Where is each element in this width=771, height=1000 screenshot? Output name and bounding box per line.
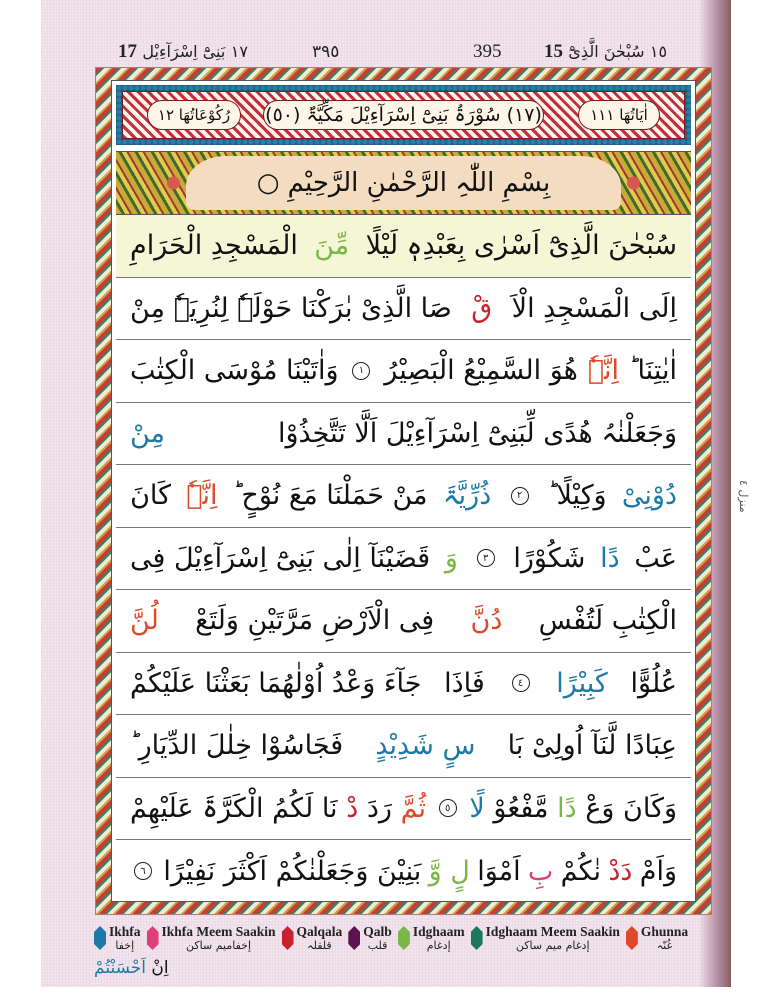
tajweed-ikhfa-word: لًا <box>469 792 485 824</box>
legend-english: Ghunna <box>640 924 689 939</box>
tajweed-idghaam-word: وَ <box>444 542 458 574</box>
page-number-arabic: ٣٩٥ <box>312 42 340 62</box>
tajweed-ghunna-word: اِنَّہٗ <box>587 355 620 387</box>
verse-line <box>116 653 691 716</box>
verse-text: اِلَی الْمَسْجِدِ الْاَ <box>511 292 677 324</box>
verse-line <box>116 715 691 778</box>
verse-text: سُبْحٰنَ الَّذِیْٓ اَسْرٰی بِعَبْدِہٖ لَیْلًا <box>365 230 677 262</box>
verse-text: شَکُوْرًا <box>513 542 586 574</box>
legend-arabic: قلقلہ <box>307 939 332 952</box>
ayah-end-marker-icon: ٥ <box>439 799 457 817</box>
page-number: 395 <box>473 41 502 62</box>
text-area <box>111 80 696 902</box>
verse-text: کَانَ <box>130 480 171 512</box>
legend-arabic: إخفا <box>115 939 135 952</box>
verse-line <box>116 840 691 903</box>
verse-text: عِبَادًا لَّنَآ اُولِیْ بَا <box>507 730 677 762</box>
verse-text: نَا لَکُمُ الْکَرَّۃَ عَلَیْھِمْ <box>130 792 338 824</box>
verse-line <box>116 278 691 341</box>
verse-text: وَکِیْلًا ؕ <box>547 480 607 512</box>
surah-header-ornament <box>122 91 685 139</box>
verse-text: مَنْ حَمَلْنَا مَعَ نُوْحٍ ؕ <box>232 480 428 512</box>
color-swatch-icon <box>348 926 360 950</box>
ayat-count: اٰیَاتُھَا ١١١ <box>578 100 660 130</box>
verse-text: عَبْ <box>634 542 677 574</box>
verse-text: الْمَسْجِدِ الْحَرَامِ <box>130 230 298 262</box>
tajweed-idghaam-word: مِّنَ <box>314 230 350 262</box>
legend-item <box>348 925 392 965</box>
decorative-border <box>95 67 712 915</box>
juz-name: سُبْحٰنَ الَّذِیْٓ <box>568 42 645 61</box>
ayah-end-marker-icon: ٤ <box>512 674 530 692</box>
verse-text: فِی الْاَرْضِ مَرَّتَیْنِ وَلَتَعْ <box>195 605 435 637</box>
legend-label <box>363 925 392 953</box>
surah-number: 17 <box>118 41 137 62</box>
legend-item <box>282 925 343 965</box>
legend-label <box>297 925 343 953</box>
verse-text: وَکَانَ وَعْ <box>585 792 677 824</box>
color-swatch-icon <box>626 926 638 950</box>
legend-item <box>471 925 620 965</box>
verse-text: فَجَاسُوْا خِلٰلَ الدِّیَارِ ؕ <box>130 730 344 762</box>
tajweed-ghunna-word: ثُمَّ <box>400 792 427 824</box>
header-juz <box>544 40 667 64</box>
tajweed-example <box>94 958 169 978</box>
legend-english: Ikhfa Meem Saakin <box>161 924 276 939</box>
legend-english: Qalqala <box>296 924 343 939</box>
ayah-end-marker-icon: ٣ <box>477 549 495 567</box>
legend-english: Ikhfa <box>109 924 141 939</box>
legend-arabic: قلب <box>367 939 388 952</box>
verse-text: قَضَیْنَآ اِلٰی بَنِیْٓ اِسْرَآءِیْلَ فِی <box>130 542 431 574</box>
color-swatch-icon <box>94 926 106 950</box>
verse-text: فَاِذَا <box>444 667 485 699</box>
verse-text: نٰکُمْ <box>560 855 602 887</box>
tajweed-ikhfa-word: ذُرِّیَّۃَ <box>442 480 492 512</box>
tajweed-ikhfa-word: دُوْنِیْ <box>621 480 677 512</box>
verse-line <box>116 340 691 403</box>
verse-line <box>116 778 691 841</box>
surah-header-box <box>116 85 691 145</box>
verse-text: اٰیٰتِنَا ؕ <box>628 355 677 387</box>
legend-item <box>398 925 465 965</box>
legend-label <box>413 925 465 953</box>
verse-text: اَمْوَا <box>477 855 521 887</box>
tajweed-ikhfa-word: دًا <box>600 542 620 574</box>
tajweed-qalqala-word: دْ <box>346 792 359 824</box>
verse-text: وَاَمْ <box>639 855 677 887</box>
header-surah <box>118 40 254 64</box>
surah-number-arabic: ١٧ <box>230 42 248 61</box>
example-prefix: اِنْ <box>151 958 169 978</box>
legend-label <box>109 925 141 953</box>
juz-number: 15 <box>544 41 563 62</box>
color-swatch-icon <box>282 926 294 950</box>
tajweed-ikhfa-word: مِنْ <box>130 417 166 449</box>
legend-english: Idghaam Meem Saakin <box>485 924 620 939</box>
ayah-end-marker-icon: ١ <box>352 362 370 380</box>
surah-title: (١٧) سُوْرَۃُ بَنِیْٓ اِسْرَآءِیْلَ مَکِّیَّۃٌ (٥٠) <box>263 100 544 130</box>
legend-arabic: إدغام <box>426 939 451 952</box>
verse-lines <box>116 215 691 897</box>
tajweed-ghunna-word: لُنَّ <box>130 605 159 637</box>
tajweed-idghaam-word: لٍ وَّ <box>428 855 470 887</box>
bismillah: بِسْمِ اللّٰہِ الرَّحْمٰنِ الرَّحِیْمِ ○ <box>186 156 621 210</box>
surah-name: بَنِیْٓ اِسْرَآءِیْل <box>142 42 226 61</box>
tajweed-idghaam-word: دًا <box>557 792 577 824</box>
verse-text: صَا الَّذِیْ بٰرَکْنَا حَوْلَہٗ لِنُرِیَہٗ مِنْ <box>130 292 452 324</box>
verse-text: بَنِیْنَ وَجَعَلْنٰکُمْ اَکْثَرَ نَفِیْرًا <box>163 855 422 887</box>
verse-text: عُلُوًّا <box>630 667 677 699</box>
tajweed-qalqala-word: قْ <box>471 292 493 324</box>
verse-line <box>116 215 691 278</box>
ayah-end-marker-icon: ٢ <box>511 487 529 505</box>
legend-arabic: غُنّہ <box>656 939 673 952</box>
tajweed-ghunna-word: اِنَّہٗ <box>186 480 218 512</box>
color-swatch-icon <box>398 926 410 950</box>
verse-line <box>116 403 691 466</box>
legend-arabic: إدغام ميم ساكن <box>515 939 590 952</box>
verse-text: جَآءَ وَعْدُ اُوْلٰھُمَا بَعَثْنَا عَلَیْکُمْ <box>130 667 422 699</box>
tajweed-ikhfa-meem-word: بِ <box>527 855 554 887</box>
example-colored: اَحْسَنْتُمْ <box>94 958 146 978</box>
legend-label <box>641 925 688 953</box>
juz-number-arabic: ١٥ <box>649 42 668 61</box>
verse-text: ھُوَ السَّمِیْعُ الْبَصِیْرُ <box>384 355 578 387</box>
verse-line <box>116 590 691 653</box>
legend-label <box>162 925 276 953</box>
color-swatch-icon <box>471 926 483 950</box>
legend-english: Qalb <box>363 924 392 939</box>
verse-line <box>116 465 691 528</box>
ruku-count: رُکُوْعَاتُھَا ١٢ <box>147 100 241 130</box>
bismillah-panel <box>116 151 691 215</box>
legend-english: Idghaam <box>412 924 465 939</box>
tajweed-qalqala-word: دَدْ <box>608 855 633 887</box>
manzil-side-note: منزل ٤ <box>737 480 750 513</box>
verse-text: وَجَعَلْنٰہُ ھُدًی لِّبَنِیْٓ اِسْرَآءِیْلَ اَلَّا تَتَّخِذُوْا <box>277 417 677 449</box>
tajweed-ikhfa-word: سٍ شَدِیْدٍ <box>375 730 476 762</box>
tajweed-ikhfa-word: کَبِیْرًا <box>556 667 608 699</box>
ayah-end-marker-icon: ٦ <box>134 862 152 880</box>
color-swatch-icon <box>147 926 159 950</box>
verse-text: مَّفْعُوْ <box>493 792 549 824</box>
tajweed-ghunna-word: دُنَّ <box>470 605 503 637</box>
legend-item <box>626 925 688 965</box>
verse-text: رَدَ <box>366 792 392 824</box>
tajweed-legend <box>94 925 714 965</box>
verse-line <box>116 528 691 591</box>
verse-text: وَاٰتَیْنَا مُوْسَی الْکِتٰبَ <box>130 355 339 387</box>
legend-label <box>486 925 620 953</box>
verse-text: الْکِتٰبِ لَتُفْسِ <box>538 605 677 637</box>
legend-arabic: إخفاميم ساكن <box>186 939 252 952</box>
